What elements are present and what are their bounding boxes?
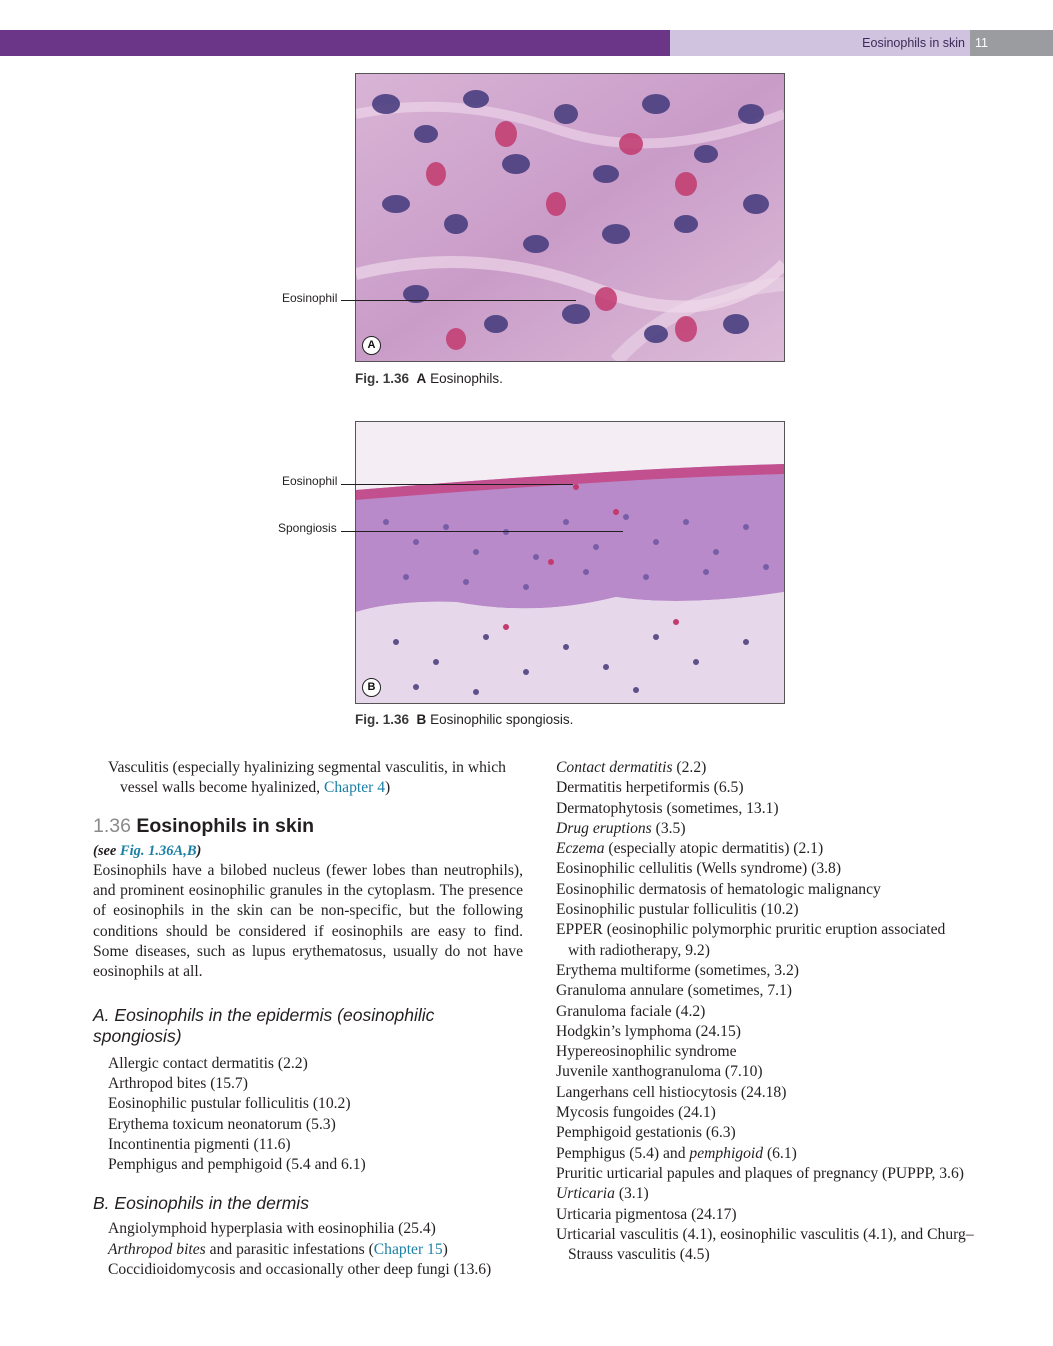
list-item: Eosinophilic dermatosis of hematologic malignancy: [556, 880, 881, 898]
list-item: Juvenile xanthogranuloma (7.10): [556, 1063, 763, 1081]
figure-b-caption: [355, 712, 573, 727]
list-item: Pemphigus and pemphigoid (5.4 and 6.1): [108, 1156, 366, 1174]
list-item: Arthropod bites (15.7): [108, 1074, 248, 1092]
list-item: [556, 819, 976, 839]
list-item: Incontinentia pigmenti (11.6): [108, 1135, 291, 1153]
subsection-a-list: [108, 1054, 523, 1176]
leader-line-eosinophil-a: [341, 300, 576, 301]
see-prefix: (see: [93, 842, 120, 859]
figure-b-micrograph: [355, 421, 785, 704]
figure-link[interactable]: Fig. 1.36A,B: [119, 842, 197, 859]
item-ref: (3.1): [614, 1185, 649, 1203]
item-ref: (6.1): [763, 1144, 797, 1162]
list-item: Granuloma annulare (sometimes, 7.1): [556, 982, 793, 1000]
list-item: Urticarial vasculitis (4.1), eosinophilic vasculitis (4.1), and Churg–Strauss vasculitis (4.5): [556, 1225, 974, 1264]
intro-close: ): [385, 779, 391, 797]
caption-text: Eosinophilic spongiosis.: [430, 712, 574, 727]
header-band-dark: [0, 30, 670, 56]
item-ref: (3.5): [651, 819, 686, 837]
caption-letter: B: [416, 712, 427, 727]
figure-a-micrograph: [355, 73, 785, 362]
list-item: Eosinophilic cellulitis (Wells syndrome) (3.8): [556, 860, 842, 878]
item-italic: Urticaria: [556, 1185, 615, 1203]
section-body-paragraph: Eosinophils have a bilobed nucleus (fewer lobes than neutrophils), and prominent eosinophilic granules in the cytoplasm. The presence of eosinophils in the skin can be non-specific, but the following conditions should be considered if eosinophils are easy to find. Some diseases, such as lupus erythematosus, usually do not have eosinophils at all.: [93, 861, 523, 981]
figure-a-caption: [355, 371, 503, 386]
item-italic: pemphigoid: [689, 1144, 764, 1162]
list-item: Langerhans cell histiocytosis (24.18): [556, 1083, 787, 1101]
item-ref: (2.2): [672, 759, 707, 776]
chapter-4-link[interactable]: Chapter 4: [323, 779, 386, 797]
list-item: Allergic contact dermatitis (2.2): [108, 1054, 308, 1072]
micrograph-spongiosis-image: [356, 422, 784, 703]
list-item: Eosinophilic pustular folliculitis (10.2): [556, 901, 799, 919]
label-eosinophil-a: Eosinophil: [282, 291, 338, 305]
list-item: Coccidioidomycosis and occasionally other deep fungi (13.6): [108, 1261, 492, 1279]
list-item: Erythema toxicum neonatorum (5.3): [108, 1115, 336, 1133]
item-close: ): [442, 1240, 448, 1258]
section-title: Eosinophils in skin: [136, 814, 315, 837]
panel-letter-b: B: [362, 678, 381, 697]
item-italic: Eczema: [556, 840, 605, 858]
list-item: Mycosis fungoides (24.1): [556, 1104, 716, 1122]
list-item: [108, 1240, 523, 1260]
list-item: Granuloma faciale (4.2): [556, 1002, 706, 1020]
subsection-b-heading: B. Eosinophils in the dermis: [93, 1193, 309, 1214]
caption-fig-number: Fig. 1.36: [355, 371, 410, 386]
item-text: and parasitic infestations (: [205, 1240, 374, 1258]
right-column: [556, 758, 976, 1265]
left-column: [93, 758, 523, 1280]
leader-line-eosinophil-b: [341, 484, 573, 485]
section-heading: [93, 814, 523, 838]
caption-letter: A: [416, 371, 427, 386]
intro-vasculitis-item: [108, 758, 523, 799]
page-number: 11: [975, 36, 988, 50]
caption-fig-number: Fig. 1.36: [355, 712, 410, 727]
item-text: Pemphigus (5.4) and: [556, 1144, 690, 1162]
chapter-15-link[interactable]: Chapter 15: [373, 1240, 443, 1258]
subsection-b-list: [108, 1219, 523, 1280]
section-number: 1.36: [93, 814, 131, 837]
micrograph-eosinophils-image: [356, 74, 784, 361]
list-item: Hodgkin’s lymphoma (24.15): [556, 1022, 741, 1040]
leader-line-spongiosis: [341, 531, 623, 532]
list-item: Dermatophytosis (sometimes, 13.1): [556, 799, 779, 817]
list-item: [556, 1144, 976, 1164]
see-figure-ref: [93, 841, 523, 861]
caption-text: Eosinophils.: [430, 371, 503, 386]
panel-letter-a: A: [362, 336, 381, 355]
item-ref: (especially atopic dermatitis) (2.1): [604, 840, 824, 858]
subsection-a-heading: A. Eosinophils in the epidermis (eosinophilic spongiosis): [93, 1004, 435, 1046]
list-item: [556, 839, 976, 859]
list-item: [556, 758, 976, 778]
list-item: [556, 1184, 976, 1204]
list-item: Erythema multiforme (sometimes, 3.2): [556, 961, 799, 979]
list-item: Dermatitis herpetiformis (6.5): [556, 779, 744, 797]
list-item: Urticaria pigmentosa (24.17): [556, 1205, 737, 1223]
list-item: Eosinophilic pustular folliculitis (10.2): [108, 1095, 351, 1113]
intro-text: Vasculitis (especially hyalinizing segmental vasculitis, in which vessel walls become hyalinized,: [108, 759, 506, 797]
label-spongiosis: Spongiosis: [278, 521, 337, 535]
item-italic: Contact dermatitis: [556, 759, 673, 776]
list-item: EPPER (eosinophilic polymorphic pruritic eruption associated with radiotherapy, 9.2): [556, 921, 946, 959]
list-item: Pemphigoid gestationis (6.3): [556, 1124, 736, 1142]
item-italic: Drug eruptions: [556, 819, 652, 837]
item-italic: Arthropod bites: [108, 1240, 206, 1258]
see-suffix: ): [196, 842, 202, 859]
list-item: Angiolymphoid hyperplasia with eosinophilia (25.4): [108, 1220, 436, 1238]
label-eosinophil-b: Eosinophil: [282, 474, 338, 488]
list-item: Hypereosinophilic syndrome: [556, 1043, 737, 1061]
running-title: Eosinophils in skin: [862, 36, 965, 50]
list-item: Pruritic urticarial papules and plaques of pregnancy (PUPPP, 3.6): [556, 1164, 964, 1182]
